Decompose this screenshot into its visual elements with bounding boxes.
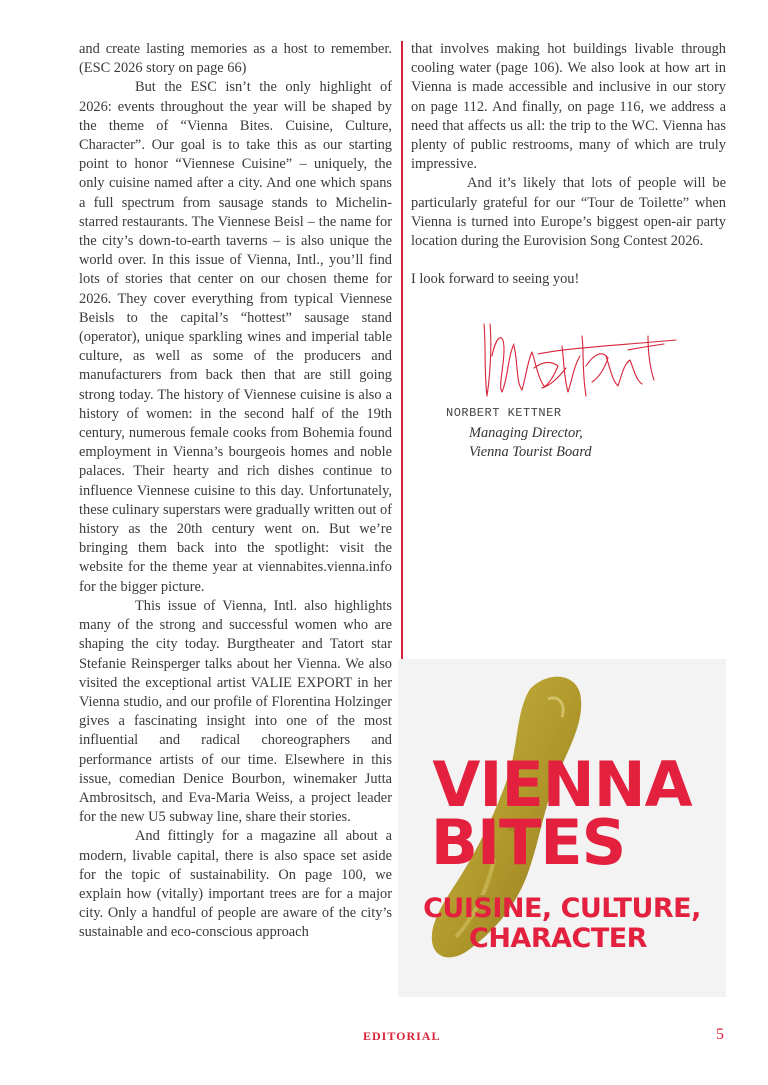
section-label: EDITORIAL — [363, 1029, 441, 1043]
body-paragraph: But the ESC isn’t the only highlight of 2026: events throughout the year will be shaped by the theme of “Vienna Bites. Cuisine, Culture, Character”. Our goal is to take this as our starting point to honor “Viennese Cuisine” – uniquely, the only cuisine named after a city. And one which spans a full spectrum from sausage stands to Michelin-starred restaurants. The Viennese Beisl – the name for the city’s down-to-earth taverns – is also unique the world over. In this issue of Vienna, Intl., you’ll find lots of stories that center on our chosen theme for 2026. They cover everything from typical Viennese Beisls to the capital’s “hottest” sausage stand (operator), unique sparkling wines and imperial table culture, as well as some of the producers and manufacturers from back then that are still going strong today. The history of Viennese cuisine is also a history of women: in the second half of the 19th century, numerous female cooks from Bohemia found employment in Vienna’s bourgeois homes and noble palaces. Their hearty and rich dishes continue to influence Viennese cuisine to this day. Unfortunately, these culinary superstars were gradually written out of history as the 20th century went on. But we’re bringing them back into the spotlight: visit the website for the theme year at viennabites.vienna.info for the bigger picture. — [79, 79, 392, 595]
body-paragraph: And it’s likely that lots of people will be particularly grateful for our “Tour de Toilette” when Vienna is turned into Europe’s biggest open-air party location during the Eurovision Song Contest 2026. — [411, 175, 726, 250]
vienna-bites-feature-image — [398, 659, 726, 997]
feature-subtitle-line: CHARACTER — [469, 923, 647, 954]
feature-title-line: VIENNA — [432, 748, 692, 821]
feature-subtitle-line: CUISINE, CULTURE, — [423, 893, 701, 924]
handwritten-signature — [478, 316, 683, 402]
signatory-name: NORBERT KETTNER — [446, 406, 562, 420]
page-number: 5 — [716, 1026, 724, 1043]
editorial-right-column — [411, 40, 726, 289]
editorial-left-column — [79, 40, 392, 943]
signatory-organization: Vienna Tourist Board — [469, 444, 592, 460]
signatory-role: Managing Director, — [469, 425, 583, 441]
body-paragraph: And fittingly for a magazine all about a modern, livable capital, there is also space set aside for the topic of sustainability. On page 100, we explain how (vitally) important trees are for a major city. Only a handful of people are aware of the city’s sustainable and eco-conscious approach — [79, 828, 392, 941]
body-paragraph: that involves making hot buildings livable through cooling water (page 106). We also look at how art in Vienna is made accessible and inclusive in our story on page 112. And finally, on page 116, we address a need that affects us all: the trip to the WC. Vienna has plenty of public restrooms, many of which are truly impressive. — [411, 41, 726, 173]
body-paragraph: This issue of Vienna, Intl. also highlights many of the strong and successful women who are shaping the city today. Burgtheater and Tatort star Stefanie Reinsperger talks about her Vienna. We also visited the exceptional artist VALIE EXPORT in her Vienna studio, and our profile of Florentina Holzinger gives a fascinating insight into one of the most influential and radical choreographers and performance artists of our time. Elsewhere in this issue, comedian Denice Bourbon, winemaker Jutta Ambrositsch, and Eva-Maria Weiss, a project leader for the new U5 subway line, share their stories. — [79, 597, 392, 826]
feature-title-line: BITES — [430, 806, 626, 879]
body-paragraph: and create lasting memories as a host to remember. (ESC 2026 story on page 66) — [79, 41, 392, 77]
closing-line: I look forward to seeing you! — [411, 271, 580, 288]
